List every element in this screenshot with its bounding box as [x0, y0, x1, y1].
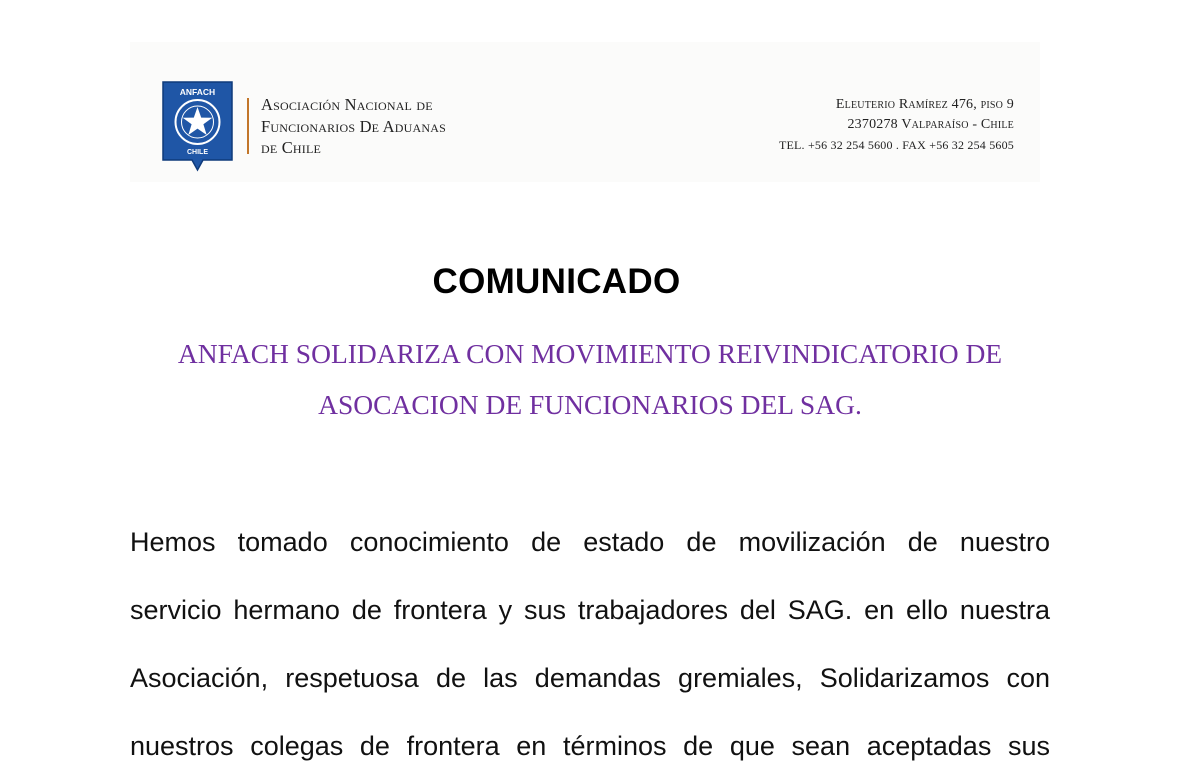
subtitle-line2: ASOCACION DE FUNCIONARIOS DEL SAG. — [318, 389, 862, 420]
letterhead — [130, 42, 1040, 182]
address-line2: 2370278 Valparaíso - Chile — [847, 117, 1014, 132]
organization-address — [779, 95, 1014, 155]
body-line: servicio hermano de frontera y sus trabajadores del SAG. en ello nuestra — [130, 595, 1050, 625]
logo-text-top: ANFACH — [179, 87, 216, 97]
body-paragraph — [130, 508, 1050, 780]
org-name-line2: Funcionarios De Aduanas — [261, 116, 446, 136]
document-title: COMUNICADO — [432, 262, 681, 301]
document-subtitle — [130, 328, 1050, 430]
body-line: nuestros colegas de frontera en términos de que sean aceptadas sus — [130, 731, 1050, 761]
body-line: Asociación, respetuosa de las demandas gremiales, Solidarizamos con — [130, 663, 1050, 693]
organization-name — [261, 94, 446, 159]
org-name-line1: Asociación Nacional de — [261, 95, 433, 114]
subtitle-line1: ANFACH SOLIDARIZA CON MOVIMIENTO REIVINDICATORIO DE — [177, 338, 1003, 369]
address-phone-fax: TEL. +56 32 254 5600 . FAX +56 32 254 5605 — [778, 138, 1014, 152]
logo-text-bottom: CHILE — [187, 149, 208, 156]
body-line: Hemos tomado conocimiento de estado de movilización de nuestro — [130, 527, 1050, 557]
letterhead-divider — [247, 98, 249, 154]
anfach-star-shield-icon — [161, 80, 234, 172]
address-line1: Eleuterio Ramírez 476, piso 9 — [835, 97, 1014, 112]
org-name-line3: de Chile — [261, 138, 322, 157]
